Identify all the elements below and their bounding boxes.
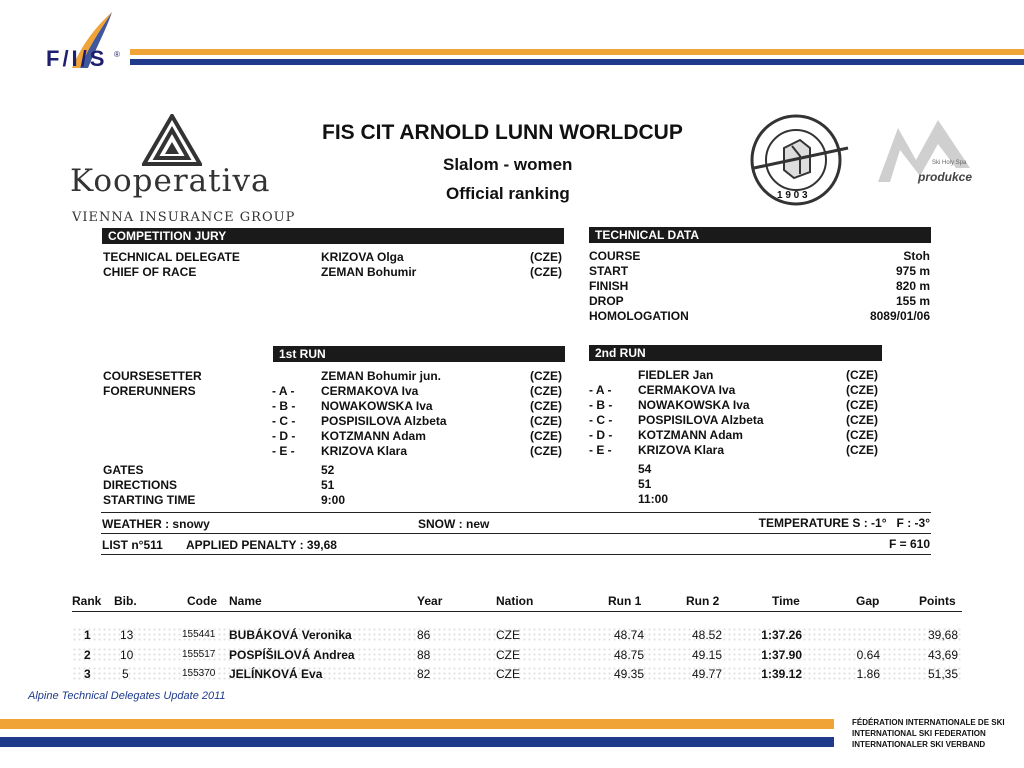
starting-time-label: STARTING TIME	[103, 493, 196, 507]
run1-coursesetter-nation: (CZE)	[530, 369, 562, 383]
cell-rank: 3	[84, 667, 91, 681]
second-run-header: 2nd RUN	[589, 345, 882, 361]
ranking-title: Official ranking	[446, 184, 570, 203]
cell-points: 51,35	[927, 667, 958, 681]
run2-forerunner-name: KRIZOVA Klara	[638, 443, 725, 457]
tech-value: 155 m	[895, 294, 930, 308]
col-code: Code	[187, 594, 217, 608]
run2-forerunner-name: NOWAKOWSKA Iva	[638, 398, 750, 412]
cell-run1: 48.74	[613, 628, 644, 642]
kooperativa-triangle-icon	[142, 114, 202, 166]
run2-forerunner-tag: - E -	[589, 443, 612, 457]
col-points: Points	[919, 594, 956, 608]
cell-bib: 13	[120, 628, 134, 642]
list-number: LIST n°511	[102, 538, 163, 552]
run1-forerunner-tag: - C -	[272, 414, 296, 428]
cell-time: 1:39.12	[761, 667, 802, 681]
col-run1: Run 1	[608, 594, 642, 608]
jury-nation: (CZE)	[530, 265, 562, 279]
run2-coursesetter-name: FIEDLER Jan	[638, 368, 714, 382]
jury-role: CHIEF OF RACE	[103, 265, 197, 279]
run1-forerunner-nation: (CZE)	[530, 429, 562, 443]
cell-year: 82	[417, 667, 431, 681]
col-time: Time	[772, 594, 800, 608]
run2-forerunner-name: POSPISILOVA Alzbeta	[638, 413, 764, 427]
jury-name: KRIZOVA Olga	[321, 250, 404, 264]
run2-start: 11:00	[638, 492, 669, 506]
run1-gates: 52	[321, 463, 335, 477]
cell-nation: CZE	[496, 648, 520, 662]
forerunners-label: FORERUNNERS	[103, 384, 196, 398]
run2-forerunner-tag: - B -	[589, 398, 613, 412]
tech-value: Stoh	[903, 249, 930, 263]
cell-time: 1:37.90	[761, 648, 802, 662]
run2-forerunner-nation: (CZE)	[846, 383, 878, 397]
tech-label: START	[589, 264, 629, 278]
col-bib: Bib.	[114, 594, 137, 608]
fis-logo	[44, 10, 124, 72]
cell-rank: 1	[84, 628, 91, 642]
cell-name: POSPÍŠILOVÁ Andrea	[229, 648, 355, 662]
col-run2: Run 2	[686, 594, 720, 608]
jury-name: ZEMAN Bohumir	[321, 265, 417, 279]
run1-forerunner-name: NOWAKOWSKA Iva	[321, 399, 433, 413]
tech-label: HOMOLOGATION	[589, 309, 689, 323]
col-year: Year	[417, 594, 443, 608]
cell-nation: CZE	[496, 628, 520, 642]
run2-coursesetter-nation: (CZE)	[846, 368, 878, 382]
run1-start: 9:00	[321, 493, 346, 507]
run1-forerunner-name: KRIZOVA Klara	[321, 444, 408, 458]
run1-forerunner-tag: - E -	[272, 444, 295, 458]
run2-forerunner-name: CERMAKOVA Iva	[638, 383, 736, 397]
run1-coursesetter-name: ZEMAN Bohumir jun.	[321, 369, 441, 383]
weather: WEATHER : snowy	[102, 517, 210, 531]
cell-gap: 1.86	[856, 667, 880, 681]
run1-forerunner-name: KOTZMANN Adam	[321, 429, 426, 443]
jury-role: TECHNICAL DELEGATE	[103, 250, 240, 264]
tech-label: COURSE	[589, 249, 641, 263]
top-stripe-orange	[130, 49, 1024, 55]
vienna-insurance-group: VIENNA INSURANCE GROUP	[72, 210, 296, 225]
cell-rank: 2	[84, 648, 91, 662]
federation-name-fr: FÉDÉRATION INTERNATIONALE DE SKI	[852, 718, 1005, 727]
kooperativa-wordmark: Kooperativa	[70, 163, 271, 199]
run1-directions: 51	[321, 478, 335, 492]
run1-forerunner-name: CERMAKOVA Iva	[321, 384, 419, 398]
run1-forerunner-nation: (CZE)	[530, 399, 562, 413]
top-stripe-blue	[130, 59, 1024, 65]
cell-run2: 49.77	[691, 667, 722, 681]
tech-value: 820 m	[895, 279, 930, 293]
cell-bib: 10	[120, 648, 134, 662]
cell-run1: 48.75	[613, 648, 644, 662]
run1-forerunner-tag: - A -	[272, 384, 295, 398]
cell-points: 39,68	[927, 628, 958, 642]
technical-data-header: TECHNICAL DATA	[589, 227, 931, 243]
cell-nation: CZE	[496, 667, 520, 681]
federation-name-en: INTERNATIONAL SKI FEDERATION	[852, 729, 986, 738]
bottom-stripe-blue	[0, 737, 834, 747]
run2-forerunner-nation: (CZE)	[846, 398, 878, 412]
produkce-small-text: Ski Holy Spa	[932, 160, 967, 166]
run2-forerunner-nation: (CZE)	[846, 443, 878, 457]
cell-run2: 48.52	[691, 628, 722, 642]
tech-value: 975 m	[895, 264, 930, 278]
conditions-bottom-rule	[101, 554, 931, 555]
cell-bib: 5	[122, 667, 129, 681]
directions-label: DIRECTIONS	[103, 478, 178, 492]
run2-forerunner-tag: - A -	[589, 383, 612, 397]
bottom-stripe-orange	[0, 719, 834, 729]
f-value: F = 610	[888, 537, 930, 551]
run1-forerunner-tag: - D -	[272, 429, 296, 443]
conditions-mid-rule	[101, 533, 931, 534]
run1-forerunner-tag: - B -	[272, 399, 296, 413]
cell-code: 155517	[182, 649, 216, 660]
event-subtitle: Slalom - women	[443, 155, 573, 174]
col-rank: Rank	[72, 594, 102, 608]
table-header-rule	[72, 611, 962, 612]
cell-code: 155441	[182, 629, 216, 640]
cell-name: JELÍNKOVÁ Eva	[229, 667, 323, 681]
seal-year: 1 9 0 3	[777, 190, 808, 201]
col-nation: Nation	[496, 594, 534, 608]
first-run-header: 1st RUN	[273, 346, 565, 362]
run1-forerunner-nation: (CZE)	[530, 414, 562, 428]
cell-run2: 49.15	[691, 648, 722, 662]
coursesetter-label: COURSESETTER	[103, 369, 202, 383]
run2-directions: 51	[638, 477, 652, 491]
cell-name: BUBÁKOVÁ Veronika	[229, 628, 352, 642]
run2-forerunner-nation: (CZE)	[846, 428, 878, 442]
cell-year: 86	[417, 628, 431, 642]
event-title: FIS CIT ARNOLD LUNN WORLDCUP	[322, 121, 683, 144]
federation-name-de: INTERNATIONALER SKI VERBAND	[852, 740, 986, 749]
gates-label: GATES	[103, 463, 144, 477]
tech-value: 8089/01/06	[869, 309, 930, 323]
competition-jury-header: COMPETITION JURY	[102, 228, 564, 244]
snow: SNOW : new	[418, 517, 490, 531]
run2-forerunner-tag: - C -	[589, 413, 613, 427]
cell-time: 1:37.26	[761, 628, 802, 642]
cell-run1: 49.35	[613, 667, 644, 681]
cell-gap: 0.64	[856, 648, 880, 662]
applied-penalty: APPLIED PENALTY : 39,68	[186, 538, 337, 552]
run2-forerunner-name: KOTZMANN Adam	[638, 428, 743, 442]
run2-gates: 54	[638, 462, 652, 476]
federation-names	[852, 717, 1005, 750]
cell-year: 88	[417, 648, 431, 662]
registered-mark: ®	[114, 50, 120, 59]
footer-caption: Alpine Technical Delegates Update 2011	[28, 690, 226, 702]
jury-nation: (CZE)	[530, 250, 562, 264]
tech-label: DROP	[589, 294, 624, 308]
run2-forerunner-tag: - D -	[589, 428, 613, 442]
col-name: Name	[229, 594, 262, 608]
run1-forerunner-name: POSPISILOVA Alzbeta	[321, 414, 447, 428]
fis-letters: F/I/S	[46, 46, 108, 71]
cell-points: 43,69	[927, 648, 958, 662]
temperature: TEMPERATURE S : -1° F : -3°	[758, 516, 930, 530]
run1-forerunner-nation: (CZE)	[530, 384, 562, 398]
col-gap: Gap	[856, 594, 880, 608]
run2-forerunner-nation: (CZE)	[846, 413, 878, 427]
produkce-wordmark: produkce	[918, 170, 973, 184]
tech-label: FINISH	[589, 279, 629, 293]
run1-forerunner-nation: (CZE)	[530, 444, 562, 458]
conditions-top-rule	[101, 512, 931, 513]
cell-code: 155370	[182, 668, 216, 679]
